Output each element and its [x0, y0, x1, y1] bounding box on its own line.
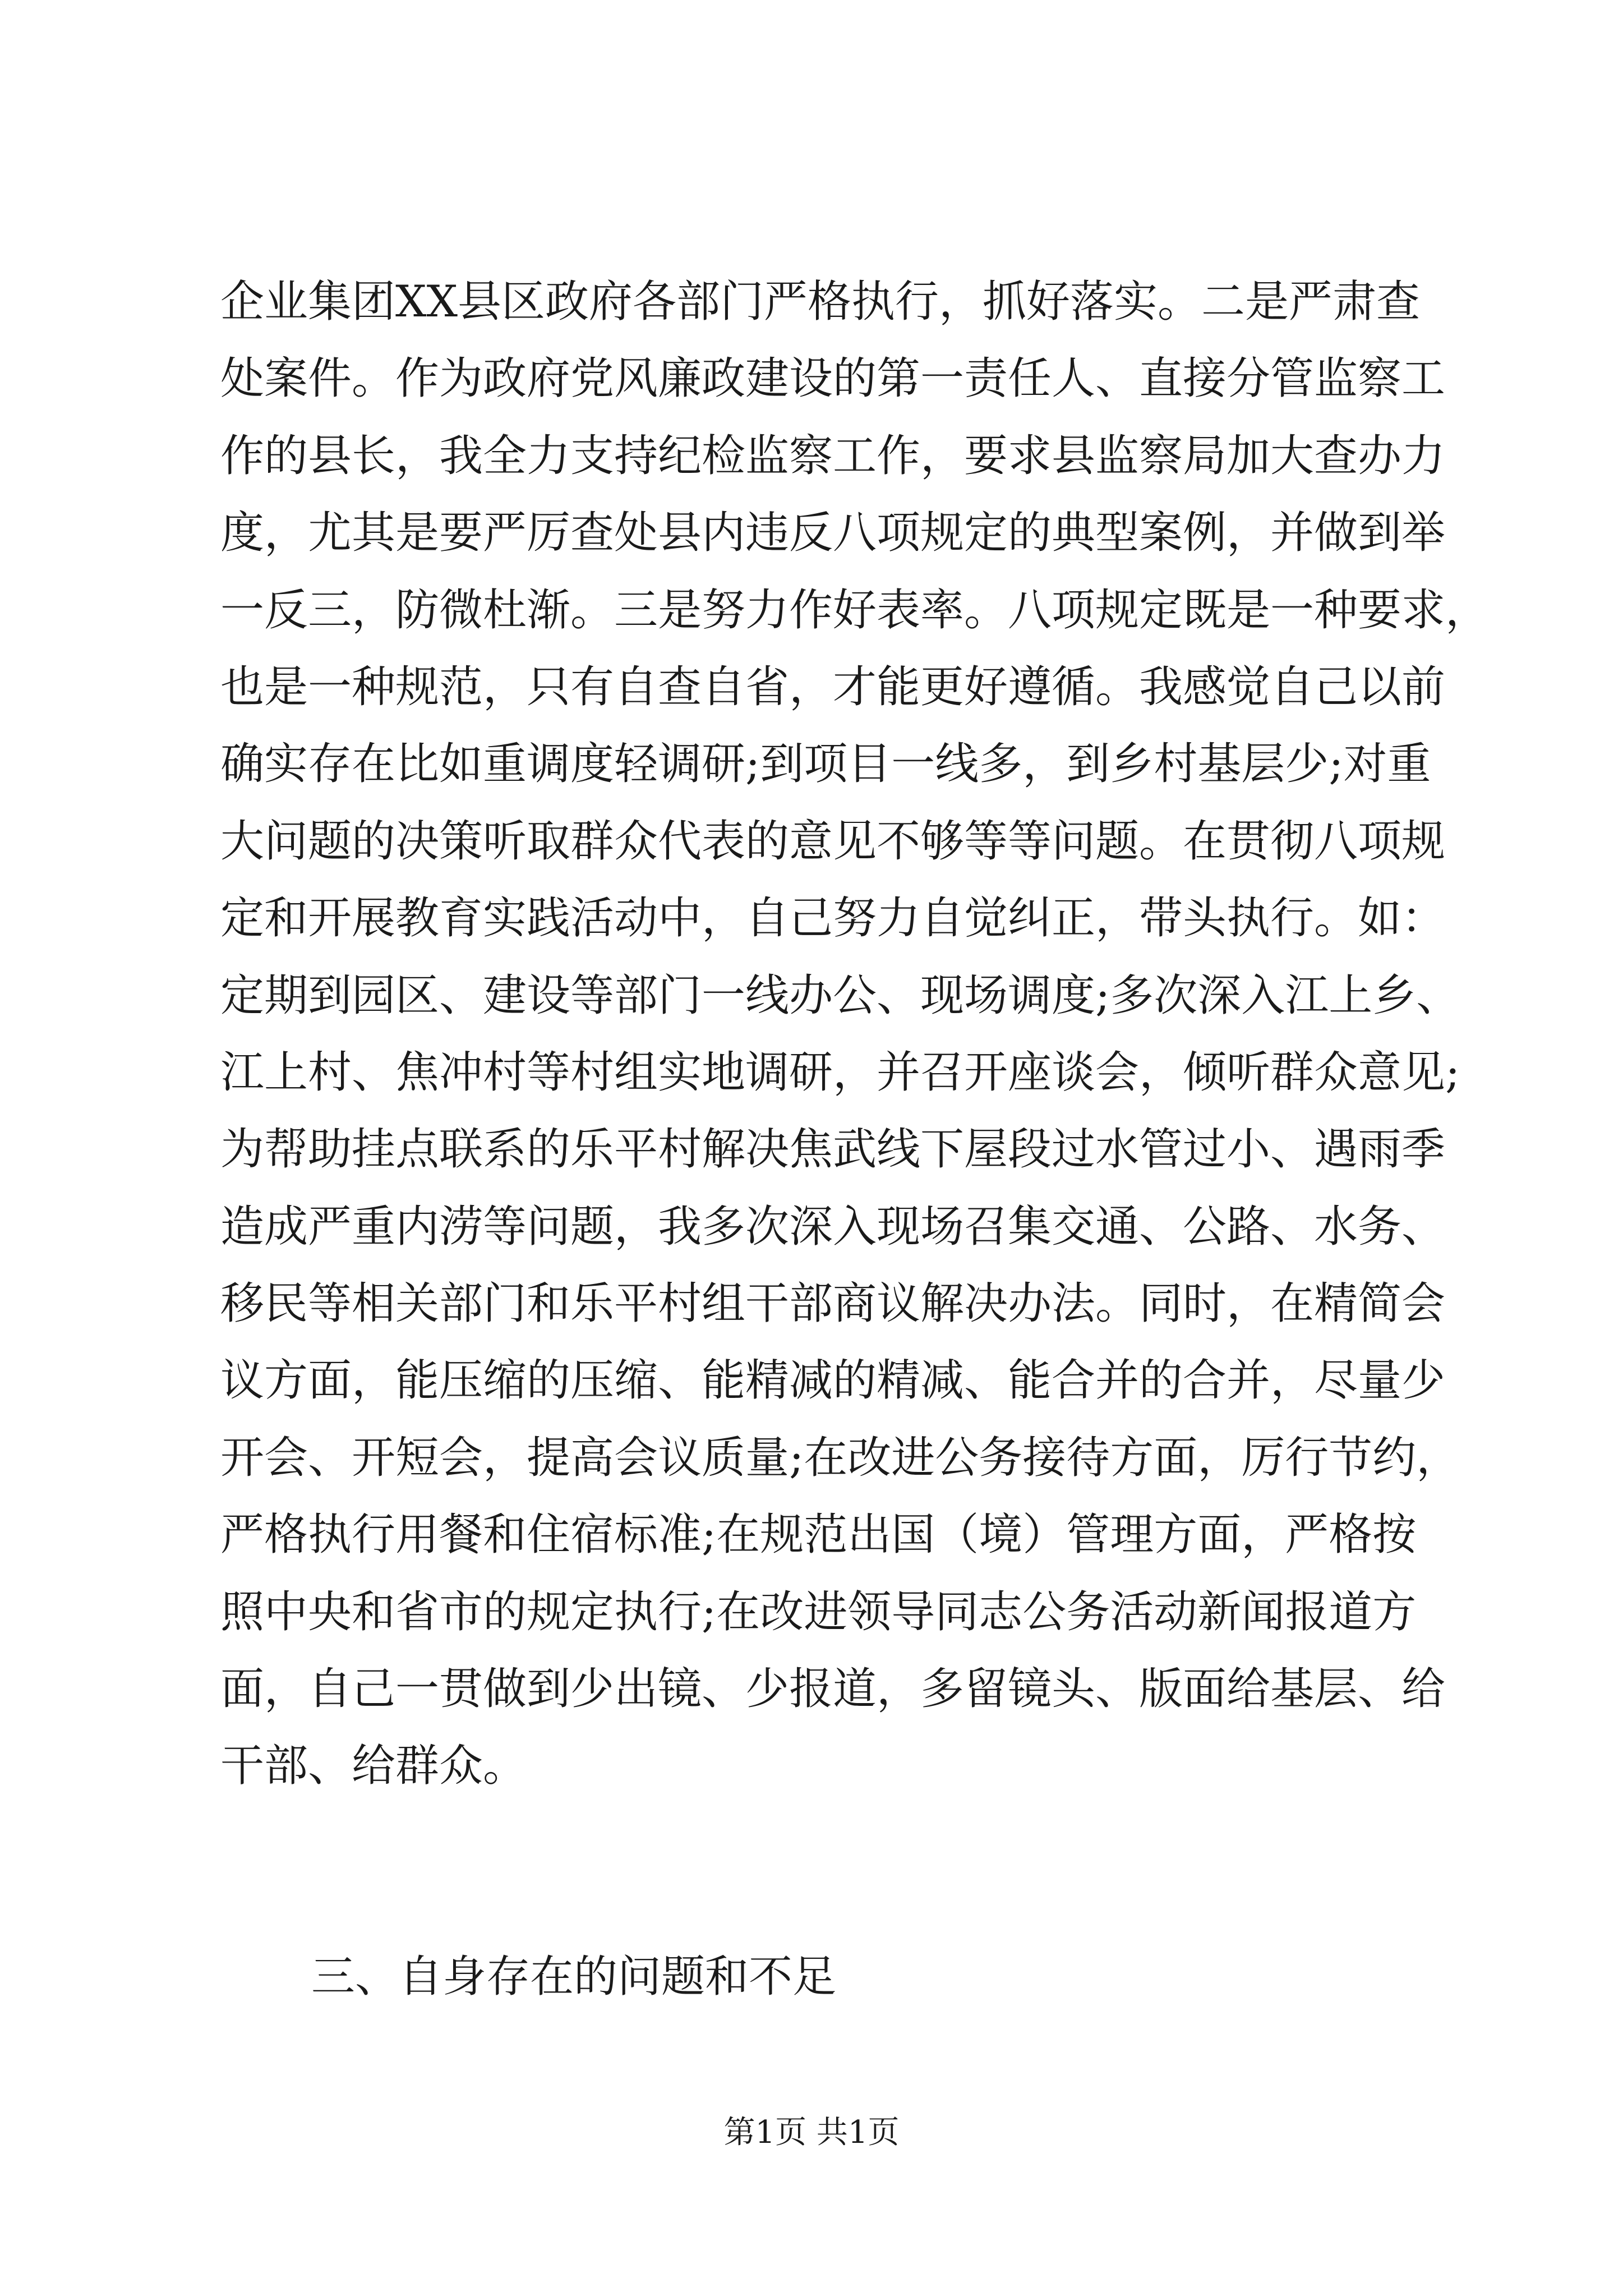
- body-line: 为帮助挂点联系的乐平村解决焦武线下屋段过水管过小、遇雨季: [220, 1124, 1446, 1175]
- body-line: 大问题的决策听取群众代表的意见不够等等问题。在贯彻八项规: [220, 816, 1446, 867]
- body-line: 面，自己一贯做到少出镜、少报道，多留镜头、版面给基层、给: [220, 1664, 1446, 1715]
- body-line: 定期到园区、建设等部门一线办公、现场调度;多次深入江上乡、: [220, 970, 1460, 1021]
- body-line: 定和开展教育实践活动中，自己努力自觉纠正，带头执行。如：: [220, 893, 1446, 944]
- body-line: 企业集团XX县区政府各部门严格执行，抓好落实。二是严肃查: [220, 277, 1421, 327]
- body-line: 也是一种规范，只有自查自省，才能更好遵循。我感觉自己以前: [220, 661, 1446, 712]
- body-line: 作的县长，我全力支持纪检监察工作，要求县监察局加大查办力: [220, 430, 1446, 481]
- body-paragraph: [220, 264, 1490, 1805]
- body-line: 处案件。作为政府党风廉政建设的第一责任人、直接分管监察工: [220, 353, 1446, 404]
- body-line: 干部、给群众。: [220, 1741, 527, 1792]
- body-line: 议方面，能压缩的压缩、能精减的精减、能合并的合并，尽量少: [220, 1355, 1446, 1406]
- body-line: 江上村、焦冲村等村组实地调研，并召开座谈会，倾听群众意见;: [220, 1047, 1460, 1098]
- page-footer: 第1页 共1页: [723, 2114, 900, 2151]
- body-line: 造成严重内涝等问题，我多次深入现场召集交通、公路、水务、: [220, 1201, 1446, 1252]
- body-line: 严格执行用餐和住宿标准;在规范出国（境）管理方面，严格按: [220, 1510, 1417, 1561]
- body-line: 度，尤其是要严厉查处县内违反八项规定的典型案例，并做到举: [220, 508, 1446, 559]
- section-heading: 三、自身存在的问题和不足: [311, 1952, 837, 2002]
- body-line: 照中央和省市的规定执行;在改进领导同志公务活动新闻报道方: [220, 1586, 1417, 1637]
- body-line: 确实存在比如重调度轻调研;到项目一线多，到乡村基层少;对重: [220, 739, 1431, 790]
- body-line: 一反三，防微杜渐。三是努力作好表率。八项规定既是一种要求，: [220, 585, 1490, 636]
- body-line: 开会、开短会，提高会议质量;在改进公务接待方面，厉行节约，: [220, 1432, 1460, 1483]
- body-line: 移民等相关部门和乐平村组干部商议解决办法。同时，在精简会: [220, 1278, 1446, 1329]
